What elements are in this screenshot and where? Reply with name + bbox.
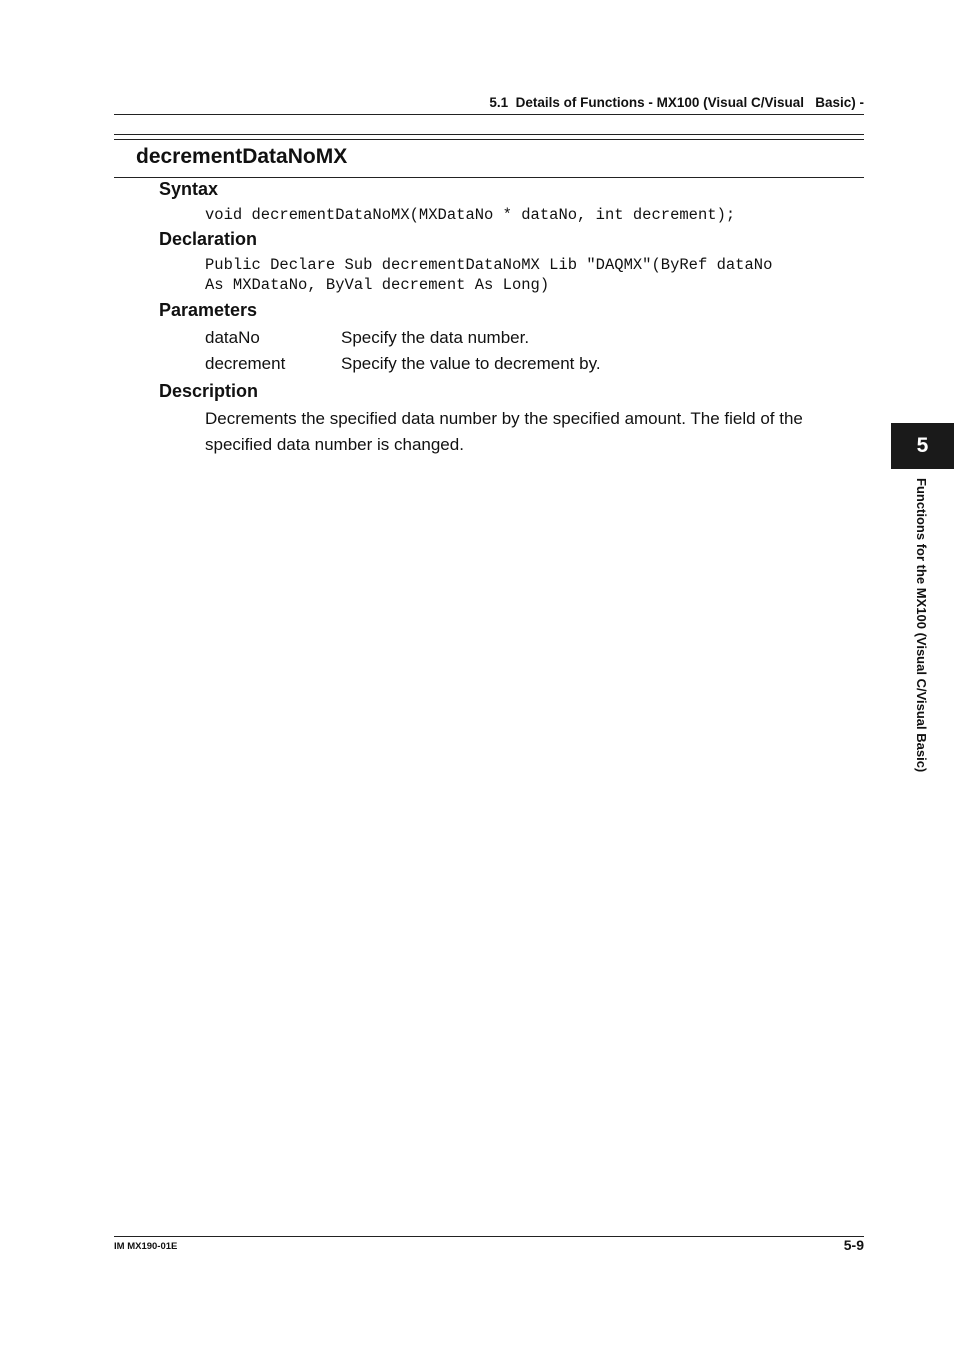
title-rule-upper [114, 134, 864, 135]
description-text: Decrements the specified data number by the specified amount. The field of the specified data number is changed. [205, 409, 803, 454]
chapter-number-tab: 5 [891, 423, 954, 469]
title-rule-lower [114, 139, 864, 140]
syntax-code: void decrementDataNoMX(MXDataNo * dataNo, int decrement); [205, 206, 736, 224]
parameter-description: Specify the value to decrement by. [341, 354, 601, 373]
parameters-heading: Parameters [159, 300, 258, 320]
declaration-code-line-1: Public Declare Sub decrementDataNoMX Lib "DAQMX"(ByRef dataNo [205, 256, 773, 274]
title-underline [114, 177, 864, 178]
running-header: 5.1 Details of Functions - MX100 (Visual C/Visual Basic) - [489, 95, 864, 110]
description-heading: Description [159, 381, 259, 401]
parameter-name: dataNo [205, 328, 260, 347]
declaration-code-line-2: As MXDataNo, ByVal decrement As Long) [205, 276, 550, 294]
function-title: decrementDataNoMX [136, 145, 348, 168]
page-number: 5-9 [843, 1237, 864, 1253]
manual-id: IM MX190-01E [114, 1241, 178, 1252]
declaration-heading: Declaration [159, 229, 258, 249]
syntax-heading: Syntax [159, 179, 219, 199]
header-rule [114, 114, 864, 115]
parameter-description: Specify the data number. [341, 328, 530, 347]
parameter-name: decrement [205, 354, 286, 373]
chapter-side-title: Functions for the MX100 (Visual C/Visual Basic) [914, 478, 929, 773]
footer-rule [114, 1236, 864, 1237]
